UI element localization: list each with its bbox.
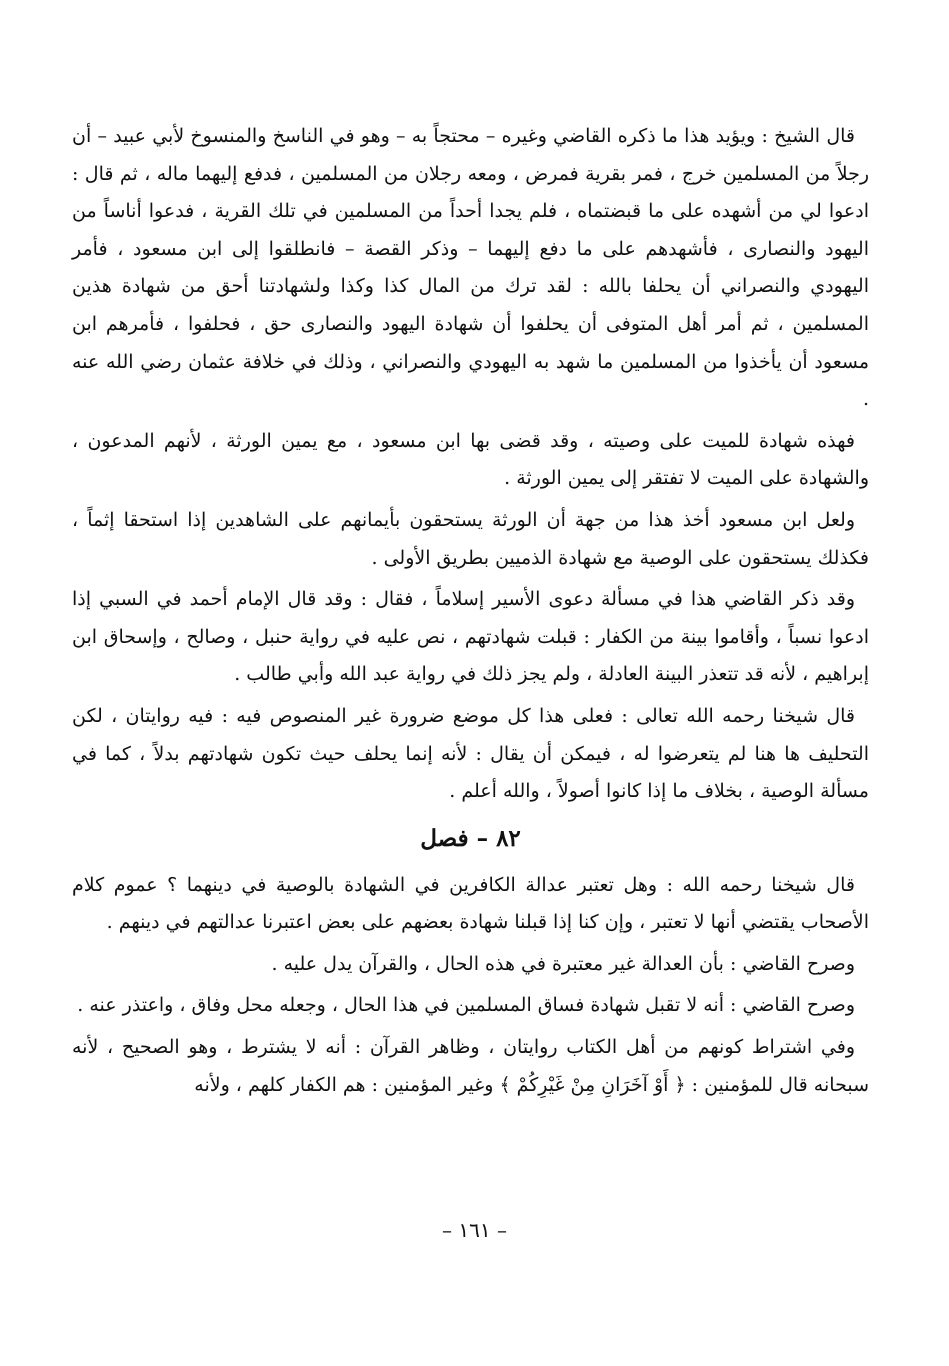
- paragraph: قال شيخنا رحمه الله : وهل تعتبر عدالة الكافرين في الشهادة بالوصية في دينهما ؟ عموم كلام الأصحاب يقتضي أنها لا تعتبر ، وإن كنا إذا قبلنا شهادة بعضهم على بعض اعتبرنا عدالتهم في دينهم .: [72, 873, 869, 934]
- paragraph: ولعل ابن مسعود أخذ هذا من جهة أن الورثة يستحقون بأيمانهم على الشاهدين إذا استحقا إثماً ، فكذلك يستحقون على الوصية مع شهادة الذميين بطريق الأولى .: [72, 508, 869, 569]
- page-body: [72, 118, 869, 1106]
- paragraph: فهذه شهادة للميت على وصيته ، وقد قضى بها ابن مسعود ، مع يمين الورثة ، لأنهم المدعون ، والشهادة على الميت لا تفتقر إلى يمين الورثة .: [72, 429, 869, 490]
- paragraph: وصرح القاضي : بأن العدالة غير معتبرة في هذه الحال ، والقرآن يدل عليه .: [271, 952, 855, 975]
- paragraph: وفي اشتراط كونهم من أهل الكتاب روايتان ، وظاهر القرآن : أنه لا يشترط ، وهو الصحيح ، لأنه سبحانه قال للمؤمنين : ﴿ أَوْ آخَرَانِ مِنْ غَيْرِكُمْ ﴾ وغير المؤمنين : هم الكفار كلهم ، ولأنه: [72, 1036, 869, 1096]
- paragraph: قال شيخنا رحمه الله تعالى : فعلى هذا كل موضع ضرورة غير المنصوص فيه : فيه روايتان ، لكن التحليف ها هنا لم يتعرضوا له ، فيمكن أن يقال : لأنه إنما يحلف حيث تكون شهادتهم بدلاً ، كما في مسألة الوصية ، بخلاف ما إذا كانوا أصولاً ، والله أعلم .: [72, 704, 869, 803]
- page-number: – ١٦١ –: [442, 1218, 507, 1242]
- paragraph: وقد ذكر القاضي هذا في مسألة دعوى الأسير إسلاماً ، فقال : وقد قال الإمام أحمد في السبي إذا ادعوا نسباً ، وأقاموا بينة من الكفار : قبلت شهادتهم ، نص عليه في رواية حنبل ، وصالح ، وإسحاق ابن إبراهيم ، لأنه قد تتعذر البينة العادلة ، ولم يجز ذلك في رواية عبد الله وأبي طالب .: [72, 588, 869, 686]
- section-heading: ٨٢ – فصل: [420, 824, 521, 852]
- paragraph: قال الشيخ : ويؤيد هذا ما ذكره القاضي وغيره – محتجاً به – وهو في الناسخ والمنسوخ لأبي عبيد – أن رجلاً من المسلمين خرج ، فمر بقرية فمرض ، ومعه رجلان من المسلمين ، فدفع إليهما ماله ، ثم قال : ادعوا لي من أشهده على ما قبضتماه ، فلم يجدا أحداً من المسلمين في تلك القرية ، فدعوا أناساً من اليهود والنصارى ، فأشهدهم على ما دفع إليهما – وذكر القصة – فانطلقوا إلى ابن مسعود ، فأمر اليهودي والنصراني أن يحلفا بالله : لقد ترك من المال كذا وكذا ولشهادتنا أحق من شهادة هذين المسلمين ، ثم أمر أهل المتوفى أن يحلفوا أن شهادة اليهود والنصارى حق ، فحلفوا ، فأمرهم ابن مسعود أن يأخذوا من المسلمين ما شهد به اليهودي والنصراني ، وذلك في خلافة عثمان رضي الله عنه .: [72, 125, 869, 411]
- paragraph: وصرح القاضي : أنه لا تقبل شهادة فساق المسلمين في هذا الحال ، وجعله محل وفاق ، واعتذر عنه .: [77, 994, 855, 1017]
